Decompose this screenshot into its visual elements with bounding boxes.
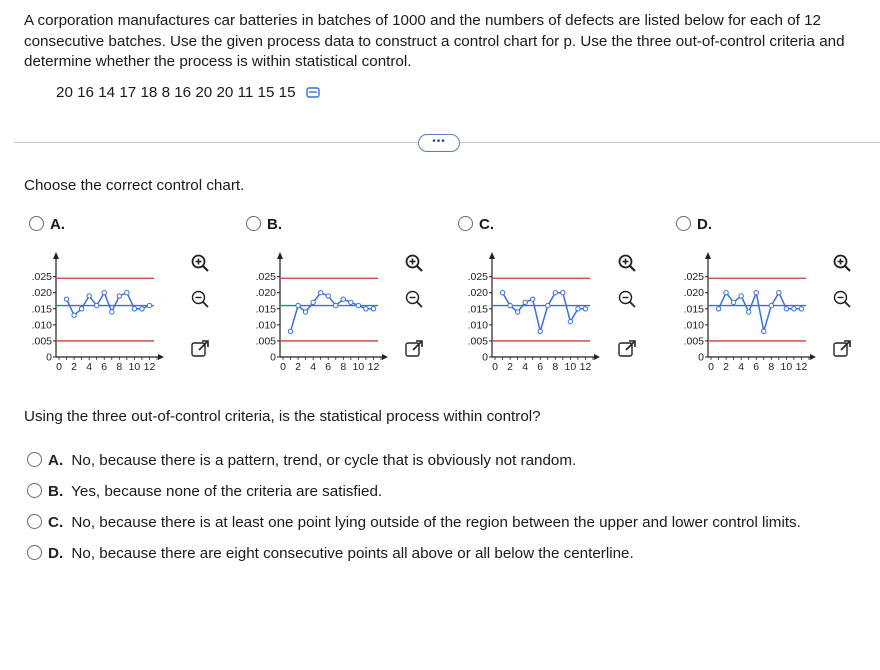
p-data-point bbox=[64, 297, 68, 301]
p-data-point bbox=[94, 303, 98, 307]
x-tick-label: 10 bbox=[780, 361, 793, 373]
p-data-point bbox=[87, 294, 91, 298]
answer-a-text: No, because there is a pattern, trend, or cycle that is obviously not random. bbox=[71, 452, 577, 469]
y-tick-label: 0 bbox=[46, 351, 52, 364]
p-data-point bbox=[553, 291, 557, 295]
y-tick-label: .010 bbox=[467, 319, 488, 332]
p-data-point bbox=[576, 307, 580, 311]
p-data-point bbox=[341, 297, 345, 301]
choose-chart-label: Choose the correct control chart. bbox=[24, 177, 245, 194]
p-data-point bbox=[500, 291, 504, 295]
p-data-point bbox=[318, 291, 322, 295]
x-tick-label: 10 bbox=[128, 361, 141, 373]
answer-a-radio[interactable] bbox=[27, 452, 42, 467]
x-tick-label: 6 bbox=[325, 361, 332, 373]
x-tick-label: 10 bbox=[564, 361, 577, 373]
x-tick-label: 6 bbox=[753, 361, 760, 373]
control-chart-a bbox=[22, 245, 172, 385]
p-data-point bbox=[326, 294, 330, 298]
control-chart-b bbox=[246, 245, 396, 385]
option-b-label: B. bbox=[267, 216, 282, 233]
control-chart-d bbox=[674, 245, 824, 385]
answer-b-radio[interactable] bbox=[27, 483, 42, 498]
option-c-label: C. bbox=[479, 216, 494, 233]
x-tick-label: 0 bbox=[708, 361, 714, 373]
y-tick-label: .015 bbox=[467, 303, 488, 316]
answer-d-letter: D. bbox=[48, 545, 64, 562]
question-text: A corporation manufactures car batteries in batches of 1000 and the numbers of defects are listed below for each of 12 consecutive batches. Use the given process data to construct a control chart for p. Use the three out-of-control criteria and determine whether the process is within statistical control. bbox=[24, 12, 845, 70]
answer-d[interactable] bbox=[27, 545, 634, 562]
y-tick-label: .020 bbox=[467, 287, 488, 300]
x-tick-label: 2 bbox=[71, 361, 77, 373]
x-tick-label: 4 bbox=[86, 361, 93, 373]
x-tick-label: 2 bbox=[295, 361, 301, 373]
p-data-point bbox=[356, 303, 360, 307]
zoom-out-icon[interactable] bbox=[190, 289, 210, 309]
answer-d-radio[interactable] bbox=[27, 545, 42, 560]
y-tick-label: .005 bbox=[467, 335, 488, 348]
x-tick-label: 12 bbox=[795, 361, 808, 373]
answer-c[interactable] bbox=[27, 514, 801, 531]
y-tick-label: .025 bbox=[467, 271, 488, 284]
x-axis-arrow bbox=[594, 354, 600, 360]
y-tick-label: .015 bbox=[31, 303, 52, 316]
p-data-point bbox=[777, 291, 781, 295]
option-c[interactable] bbox=[458, 216, 494, 233]
p-data-point bbox=[334, 303, 338, 307]
p-data-point bbox=[117, 294, 121, 298]
y-tick-label: 0 bbox=[698, 351, 704, 364]
answer-c-letter: C. bbox=[48, 514, 64, 531]
p-data-point bbox=[792, 307, 796, 311]
y-tick-label: .025 bbox=[683, 271, 704, 284]
p-data-point bbox=[546, 303, 550, 307]
p-data-point bbox=[530, 297, 534, 301]
zoom-in-icon[interactable] bbox=[832, 253, 852, 273]
x-tick-label: 4 bbox=[522, 361, 529, 373]
x-tick-label: 2 bbox=[723, 361, 729, 373]
p-data-point bbox=[538, 329, 542, 333]
radio-a[interactable] bbox=[29, 216, 44, 231]
copy-icon[interactable] bbox=[306, 86, 322, 100]
x-tick-label: 8 bbox=[340, 361, 347, 373]
zoom-in-icon[interactable] bbox=[190, 253, 210, 273]
p-data-point bbox=[515, 310, 519, 314]
x-tick-label: 10 bbox=[352, 361, 365, 373]
p-data-point bbox=[716, 307, 720, 311]
expand-icon[interactable] bbox=[617, 339, 637, 359]
p-data-point bbox=[125, 291, 129, 295]
answer-b-text: Yes, because none of the criteria are satisfied. bbox=[71, 483, 383, 500]
x-tick-label: 8 bbox=[768, 361, 775, 373]
answer-c-text: No, because there is at least one point lying outside of the region between the upper and lower control limits. bbox=[71, 514, 801, 531]
x-tick-label: 0 bbox=[56, 361, 62, 373]
x-tick-label: 12 bbox=[367, 361, 380, 373]
y-tick-label: .015 bbox=[255, 303, 276, 316]
p-data-point bbox=[746, 310, 750, 314]
p-data-point bbox=[508, 303, 512, 307]
option-a-label: A. bbox=[50, 216, 65, 233]
option-d[interactable] bbox=[676, 216, 712, 233]
p-data-point bbox=[731, 300, 735, 304]
p-data-point bbox=[349, 300, 353, 304]
expand-icon[interactable] bbox=[832, 339, 852, 359]
p-data-point bbox=[79, 307, 83, 311]
y-tick-label: .015 bbox=[683, 303, 704, 316]
p-series-line bbox=[719, 293, 802, 332]
p-data-point bbox=[140, 307, 144, 311]
p-data-point bbox=[583, 307, 587, 311]
question-2: Using the three out-of-control criteria, is the statistical process within control? bbox=[24, 408, 541, 425]
zoom-out-icon[interactable] bbox=[404, 289, 424, 309]
y-tick-label: .025 bbox=[255, 271, 276, 284]
x-axis-arrow bbox=[382, 354, 388, 360]
control-chart-c bbox=[458, 245, 608, 385]
p-data-point bbox=[296, 303, 300, 307]
answer-b[interactable] bbox=[27, 483, 382, 500]
more-button[interactable]: ••• bbox=[418, 134, 460, 152]
x-tick-label: 0 bbox=[492, 361, 498, 373]
y-tick-label: .005 bbox=[683, 335, 704, 348]
y-axis-arrow bbox=[53, 252, 59, 259]
p-data-point bbox=[102, 291, 106, 295]
p-data-point bbox=[769, 303, 773, 307]
p-data-point bbox=[799, 307, 803, 311]
y-axis-arrow bbox=[705, 252, 711, 259]
x-axis-arrow bbox=[158, 354, 164, 360]
y-tick-label: .005 bbox=[31, 335, 52, 348]
answer-c-radio[interactable] bbox=[27, 514, 42, 529]
y-tick-label: .010 bbox=[255, 319, 276, 332]
x-tick-label: 8 bbox=[552, 361, 559, 373]
zoom-in-icon[interactable] bbox=[404, 253, 424, 273]
y-tick-label: .020 bbox=[683, 287, 704, 300]
y-tick-label: .020 bbox=[31, 287, 52, 300]
y-tick-label: .005 bbox=[255, 335, 276, 348]
x-tick-label: 4 bbox=[310, 361, 317, 373]
option-d-label: D. bbox=[697, 216, 712, 233]
p-data-point bbox=[371, 307, 375, 311]
expand-icon[interactable] bbox=[190, 339, 210, 359]
data-values-text: 20 16 14 17 18 8 16 20 20 11 15 15 bbox=[56, 84, 296, 101]
x-axis-arrow bbox=[810, 354, 816, 360]
p-data-point bbox=[303, 310, 307, 314]
x-tick-label: 6 bbox=[101, 361, 108, 373]
answer-a[interactable] bbox=[27, 452, 576, 469]
y-tick-label: .025 bbox=[31, 271, 52, 284]
x-tick-label: 6 bbox=[537, 361, 544, 373]
p-data-point bbox=[762, 329, 766, 333]
radio-d[interactable] bbox=[676, 216, 691, 231]
p-data-point bbox=[288, 329, 292, 333]
zoom-in-icon[interactable] bbox=[617, 253, 637, 273]
p-data-point bbox=[568, 319, 572, 323]
option-a[interactable] bbox=[29, 216, 65, 233]
p-data-point bbox=[72, 313, 76, 317]
zoom-out-icon[interactable] bbox=[617, 289, 637, 309]
p-data-point bbox=[724, 291, 728, 295]
p-data-point bbox=[132, 307, 136, 311]
y-tick-label: .010 bbox=[683, 319, 704, 332]
y-axis-arrow bbox=[489, 252, 495, 259]
p-data-point bbox=[110, 310, 114, 314]
y-tick-label: 0 bbox=[270, 351, 276, 364]
data-values bbox=[56, 84, 322, 101]
p-data-point bbox=[364, 307, 368, 311]
x-tick-label: 12 bbox=[579, 361, 592, 373]
answer-a-letter: A. bbox=[48, 452, 64, 469]
p-series-line bbox=[67, 293, 150, 316]
x-tick-label: 8 bbox=[116, 361, 123, 373]
x-tick-label: 4 bbox=[738, 361, 745, 373]
zoom-out-icon[interactable] bbox=[832, 289, 852, 309]
option-b[interactable] bbox=[246, 216, 282, 233]
p-data-point bbox=[561, 291, 565, 295]
y-tick-label: 0 bbox=[482, 351, 488, 364]
p-data-point bbox=[739, 294, 743, 298]
x-tick-label: 2 bbox=[507, 361, 513, 373]
p-data-point bbox=[754, 291, 758, 295]
expand-icon[interactable] bbox=[404, 339, 424, 359]
p-data-point bbox=[311, 300, 315, 304]
x-tick-label: 12 bbox=[143, 361, 156, 373]
p-data-point bbox=[784, 307, 788, 311]
radio-c[interactable] bbox=[458, 216, 473, 231]
y-tick-label: .010 bbox=[31, 319, 52, 332]
answer-b-letter: B. bbox=[48, 483, 64, 500]
y-tick-label: .020 bbox=[255, 287, 276, 300]
y-axis-arrow bbox=[277, 252, 283, 259]
p-data-point bbox=[147, 303, 151, 307]
x-tick-label: 0 bbox=[280, 361, 286, 373]
p-data-point bbox=[523, 300, 527, 304]
radio-b[interactable] bbox=[246, 216, 261, 231]
answer-d-text: No, because there are eight consecutive points all above or all below the centerline. bbox=[71, 545, 634, 562]
